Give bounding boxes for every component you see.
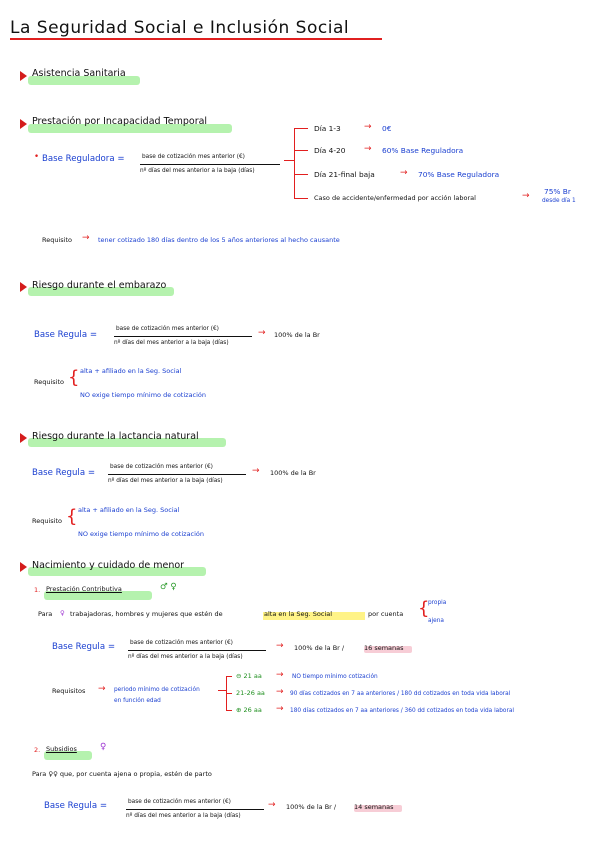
requisito-1: alta + afiliado en la Seg. Social (80, 367, 182, 375)
fraction-numerator: base de cotización mes anterior (€) (116, 326, 219, 332)
requisito-2: NO exige tiempo mínimo de cotización (78, 530, 205, 538)
section-bullet-icon (20, 562, 27, 572)
propia-label: propia (428, 600, 447, 606)
weeks-text: 14 semanas (354, 803, 394, 811)
section-bullet-icon (20, 119, 27, 129)
fraction-denominator: nº días del mes anterior a la baja (días) (114, 340, 229, 346)
brace-icon: { (68, 367, 80, 388)
title-underline (10, 38, 382, 40)
result-text: 100% de la Br (274, 331, 320, 339)
arrow-icon: → (82, 233, 90, 243)
tree-connector (226, 710, 232, 711)
female-symbol: ♀ (100, 742, 107, 752)
age-text: 180 días cotizados en 7 aa anteriores / 360 dd cotizados en toda vida laboral (290, 708, 515, 714)
requisito-text: tener cotizado 180 días dentro de los 5 años anteriores al hecho causante (98, 236, 340, 244)
para-text-c: por cuenta (368, 610, 404, 618)
sub-number: 2. (34, 746, 41, 754)
base-regula-label: Base Regula = (34, 330, 98, 340)
row-label: Caso de accidente/enfermedad por acción laboral (314, 194, 476, 202)
arrow-icon: → (268, 800, 276, 810)
fraction-line (126, 809, 264, 810)
tree-connector (226, 676, 232, 677)
arrow-icon: → (364, 144, 372, 154)
fraction-denominator: nº días del mes anterior a la baja (días) (128, 654, 243, 660)
para-text-b: trabajadoras, hombres y mujeres que estén de (70, 610, 223, 618)
para-text-a: Para (38, 610, 53, 618)
tree-connector (294, 150, 308, 151)
fraction-line (114, 336, 252, 337)
fraction-numerator: base de cotización mes anterior (€) (110, 464, 213, 470)
fraction-denominator: nº días del mes anterior a la baja (días) (140, 168, 255, 174)
section-bullet-icon (20, 433, 27, 443)
section-bullet-icon (20, 71, 27, 81)
result-text: 100% de la Br (270, 469, 316, 477)
result-text: 100% de la Br / (286, 803, 337, 811)
fraction-denominator: nº días del mes anterior a la baja (días) (108, 478, 223, 484)
section-title-nacimiento: Nacimiento y cuidado de menor (32, 560, 185, 571)
fraction-line (128, 650, 266, 651)
sub-title-contributiva: Prestación Contributiva (46, 585, 122, 593)
age-label: ⊖ 21 aa (236, 672, 262, 680)
requisito-label: Requisito (32, 517, 62, 525)
requisito-label: Requisito (34, 378, 64, 386)
fraction-numerator: base de cotización mes anterior (€) (130, 640, 233, 646)
age-text: NO tiempo mínimo cotización (292, 674, 378, 680)
gender-symbols: ♂ ♀ (160, 582, 177, 592)
fraction-numerator: base de cotización mes anterior (€) (142, 154, 245, 160)
requisito-label: Requisito (42, 236, 72, 244)
base-reguladora-label: Base Reguladora = (42, 154, 125, 164)
fraction-line (108, 474, 246, 475)
result-text: 100% de la Br / (294, 644, 345, 652)
section-title-lactancia: Riesgo durante la lactancia natural (32, 431, 199, 442)
row-note: desde día 1 (542, 198, 576, 204)
arrow-icon: → (364, 122, 372, 132)
brace-icon: { (418, 598, 430, 619)
requisito-2: NO exige tiempo mínimo de cotización (80, 391, 207, 399)
tree-connector (294, 128, 308, 129)
arrow-icon: → (258, 328, 266, 338)
section-title-asistencia: Asistencia Sanitaria (32, 68, 126, 79)
fraction-numerator: base de cotización mes anterior (€) (128, 799, 231, 805)
tree-connector (294, 128, 295, 198)
tree-connector (284, 160, 294, 161)
arrow-icon: → (400, 168, 408, 178)
tree-connector (226, 693, 232, 694)
requisitos-text-2: en función edad (114, 698, 161, 704)
female-symbol: ♀ (60, 609, 65, 617)
base-regula-label: Base Regula = (52, 642, 116, 652)
requisitos-text-1: periodo mínimo de cotización (114, 687, 200, 693)
row-label: Día 4-20 (314, 146, 346, 155)
row-label: Día 21-final baja (314, 170, 375, 179)
row-value: 0€ (382, 124, 392, 133)
tree-connector (218, 690, 226, 691)
requisitos-label: Requisitos (52, 687, 86, 695)
arrow-icon: → (276, 704, 284, 714)
section-bullet-icon (20, 282, 27, 292)
page-title: La Seguridad Social e Inclusión Social (10, 18, 350, 38)
row-value: 70% Base Reguladora (418, 170, 500, 179)
weeks-text: 16 semanas (364, 644, 404, 652)
para2-text: Para ♀♀ que, por cuenta ajena o propia, estén de parto (32, 770, 212, 778)
tree-connector (294, 174, 308, 175)
tree-connector (294, 198, 308, 199)
ajena-label: ajena (428, 618, 444, 624)
base-regula-label: Base Regula = (32, 468, 96, 478)
sub-title-subsidios: Subsidios (46, 745, 77, 753)
arrow-icon: → (522, 191, 530, 201)
age-label: ⊕ 26 aa (236, 706, 262, 714)
arrow-icon: → (98, 684, 106, 694)
fraction-line (140, 164, 280, 165)
bullet-star: • (34, 152, 40, 162)
arrow-icon: → (252, 466, 260, 476)
arrow-icon: → (276, 687, 284, 697)
row-label: Día 1-3 (314, 124, 341, 133)
fraction-denominator: nº días del mes anterior a la baja (días) (126, 813, 241, 819)
brace-icon: { (66, 506, 78, 527)
sub-number: 1. (34, 586, 41, 594)
arrow-icon: → (276, 670, 284, 680)
age-label: 21-26 aa (236, 689, 265, 697)
section-title-incapacidad: Prestación por Incapacidad Temporal (32, 116, 208, 127)
age-text: 90 días cotizados en 7 aa anteriores / 180 dd cotizados en toda vida laboral (290, 691, 511, 697)
row-value: 75% Br (544, 187, 571, 196)
arrow-icon: → (276, 641, 284, 651)
row-value: 60% Base Reguladora (382, 146, 464, 155)
base-regula-label: Base Regula = (44, 801, 108, 811)
section-title-embarazo: Riesgo durante el embarazo (32, 280, 167, 291)
requisito-1: alta + afiliado en la Seg. Social (78, 506, 180, 514)
para-alta: alta en la Seg. Social (264, 610, 333, 618)
